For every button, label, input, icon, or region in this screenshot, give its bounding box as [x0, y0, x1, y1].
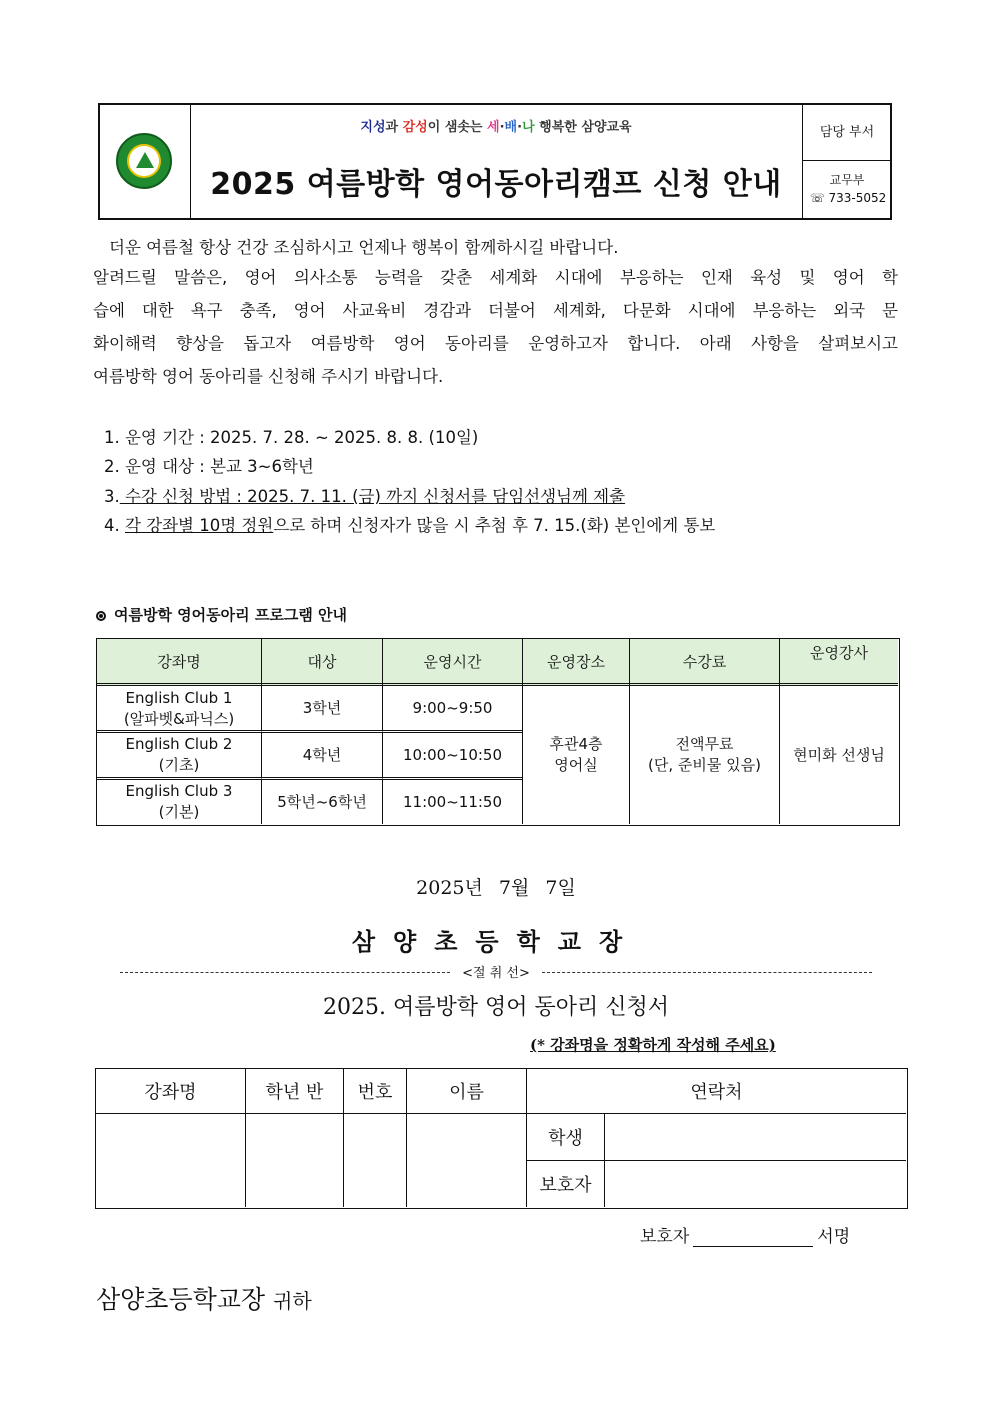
- list-item: [104, 483, 625, 507]
- table-cell: 3학년: [261, 683, 382, 731]
- table-cell: 4학년: [261, 730, 382, 777]
- fee-text: (단, 준비물 있음): [648, 756, 761, 774]
- slogan: [190, 116, 802, 135]
- issue-date: 2025년 7월 7일: [416, 877, 576, 899]
- table-header: 운영강사: [779, 639, 898, 685]
- intro-line: 여름방학 영어 동아리를 신청해 주시기 바랍니다.: [93, 367, 444, 386]
- dept-label: 담당 부서: [803, 105, 891, 161]
- principal-name: 삼양초등학교장: [351, 927, 641, 956]
- cut-label: <절 취 선>: [462, 966, 530, 981]
- list-item: 2. 운영 대상 : 본교 3~6학년: [104, 457, 314, 476]
- table-header: 이름: [406, 1069, 526, 1113]
- list-text: 수강 신청 방법 : 2025. 7. 11. (금) 까지 신청서를 담임선생님께 제출: [119, 487, 626, 506]
- signature-label: 보호자: [640, 1227, 690, 1247]
- table-header: 연락처: [526, 1069, 906, 1113]
- form-title: 2025. 여름방학 영어 동아리 신청서: [323, 995, 669, 1020]
- table-cell: [97, 777, 261, 824]
- table-cell: [97, 683, 261, 731]
- signature-line[interactable]: [693, 1232, 813, 1247]
- slogan-part: 감성: [402, 120, 428, 135]
- bullet-icon: [96, 611, 106, 621]
- place-cell: [522, 683, 629, 824]
- name-input-cell[interactable]: [406, 1113, 526, 1207]
- program-heading-text: 여름방학 영어동아리 프로그램 안내: [114, 606, 348, 624]
- fee-cell: [629, 683, 779, 824]
- signature-suffix: 서명: [817, 1227, 851, 1247]
- slogan-part: ·: [499, 120, 505, 135]
- table-header: 운영시간: [382, 639, 522, 685]
- table-cell: 9:00~9:50: [382, 683, 522, 731]
- dept-name: 교무부: [829, 173, 865, 187]
- slogan-part: 과: [385, 120, 403, 135]
- intro-line: 더운 여름철 항상 건강 조심하시고 언제나 행복이 함께하시길 바랍니다.: [109, 238, 619, 257]
- course-subtitle: (알파벳&파닉스): [123, 709, 235, 728]
- header-box: [98, 103, 892, 220]
- school-logo-icon: [116, 133, 172, 189]
- logo-cell: [100, 105, 191, 218]
- table-cell: 5학년~6학년: [261, 777, 382, 824]
- list-text: 각 강좌별 10명 정원: [125, 516, 274, 535]
- slogan-part: 지성: [360, 120, 386, 135]
- course-subtitle: (기초): [158, 756, 200, 774]
- course-name: English Club 1: [125, 688, 233, 707]
- grade-class-input-cell[interactable]: [245, 1113, 343, 1207]
- course-input-cell[interactable]: [96, 1113, 245, 1207]
- slogan-part: ·: [517, 120, 523, 135]
- logo-inner: [127, 144, 161, 178]
- number-input-cell[interactable]: [343, 1113, 406, 1207]
- cut-line: [120, 972, 450, 973]
- list-number: 3.: [104, 487, 120, 506]
- list-item: 1. 운영 기간 : 2025. 7. 28. ~ 2025. 8. 8. (10일): [104, 428, 479, 447]
- list-number: 4.: [104, 516, 125, 535]
- program-table: [96, 638, 900, 826]
- list-text: 으로 하며 신청자가 많을 시 추첨 후 7. 15.(화) 본인에게 통보: [273, 516, 716, 535]
- table-header: 번호: [343, 1069, 406, 1113]
- intro-line: 습에 대한 욕구 충족, 영어 사교육비 경감과 더불어 세계화, 다문화 시대에 부응하는 외국 문: [93, 301, 898, 320]
- table-header: 학년 반: [245, 1069, 343, 1113]
- addressee: [96, 1280, 312, 1316]
- addressee-suffix: 귀하: [273, 1289, 312, 1313]
- guardian-contact-label: 보호자: [526, 1160, 604, 1207]
- fee-text: 전액무료: [675, 735, 734, 753]
- dept-cell: [802, 105, 891, 218]
- slogan-part: 이 샘솟는: [427, 120, 488, 135]
- logo-triangle-icon: [136, 152, 154, 168]
- table-cell: [97, 730, 261, 777]
- course-subtitle: (기본): [158, 803, 200, 821]
- addressee-name: 삼양초등학교장: [96, 1285, 266, 1314]
- place-text: 영어실: [554, 756, 598, 774]
- table-cell: 10:00~10:50: [382, 730, 522, 777]
- guardian-signature: [640, 1222, 850, 1247]
- table-header: 운영장소: [522, 639, 629, 685]
- list-item: [104, 512, 715, 536]
- student-contact-input[interactable]: [604, 1113, 906, 1160]
- table-header: 강좌명: [97, 639, 261, 685]
- intro-paragraph: [93, 232, 898, 402]
- page-title: 2025 여름방학 영어동아리캠프 신청 안내: [210, 167, 782, 202]
- table-cell: 11:00~11:50: [382, 777, 522, 824]
- application-table: [95, 1068, 908, 1209]
- table-header: 수강료: [629, 639, 779, 685]
- program-heading: [96, 604, 347, 625]
- cut-line: [542, 972, 872, 973]
- slogan-part: 나: [522, 120, 535, 135]
- course-name: English Club 2: [125, 735, 233, 753]
- table-header: 강좌명: [144, 1082, 197, 1103]
- dept-phone: ☏ 733-5052: [809, 191, 887, 205]
- teacher-cell: 현미화 선생님: [779, 683, 898, 824]
- form-note: (* 강좌명을 정확하게 작성해 주세요): [530, 1036, 776, 1054]
- place-text: 후관4층: [549, 735, 603, 753]
- slogan-part: 배: [504, 120, 518, 135]
- student-contact-label: 학생: [526, 1113, 604, 1160]
- table-header: 대상: [261, 639, 382, 685]
- intro-line: 화이해력 향상을 돕고자 여름방학 영어 동아리를 운영하고자 합니다. 아래 사항을 살펴보시고: [93, 334, 898, 353]
- guardian-contact-input[interactable]: [604, 1160, 906, 1207]
- course-name: English Club 3: [125, 782, 233, 800]
- slogan-part: 행복한 삼양교육: [534, 120, 632, 135]
- slogan-part: 세: [487, 120, 500, 135]
- intro-line: 알려드릴 말씀은, 영어 의사소통 능력을 갖춘 세계화 시대에 부응하는 인재 육성 및 영어 학: [93, 268, 898, 287]
